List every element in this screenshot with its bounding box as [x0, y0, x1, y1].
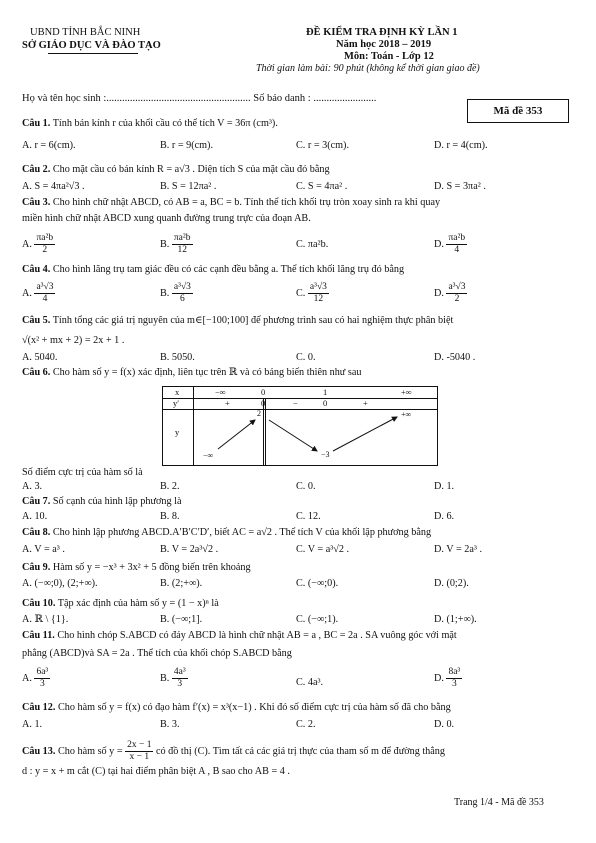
- vt-arrows: [163, 387, 437, 465]
- q11-option-a: A. $\frac{\text{6a³}}{3}$: [22, 667, 49, 689]
- vt-y-neg3: −3: [321, 450, 330, 459]
- question-8: Câu 8. Cho hình lập phương ABCD.A′B′C′D′, biết AC = a√2 . Thể tích V của khối lập phương bằng: [22, 527, 432, 538]
- q10-option-b: B. (−∞;1].: [160, 614, 203, 625]
- q10-option-d: D. (1;+∞).: [434, 614, 477, 625]
- header-left-rule: [48, 53, 138, 54]
- question-3-line2: miền hình chữ nhật ABCD xung quanh đường trung trực của đoạn AB.: [22, 213, 311, 224]
- q1-option-c: C. r = 3(cm).: [296, 140, 349, 151]
- q4-option-a: A. $\frac{\text{a³√3}}{4}$: [22, 282, 54, 304]
- question-4: Câu 4. Cho hình lăng trụ tam giác đều có các cạnh đều bằng a. Thể tích khối lăng trụ đó bằng: [22, 264, 405, 275]
- q8-option-a: A. V = a³ .: [22, 544, 65, 555]
- q8-option-c: C. V = a³√2 .: [296, 544, 350, 555]
- q9-option-d: D. (0;2).: [434, 578, 469, 589]
- q7-option-c: C. 12.: [296, 511, 321, 522]
- q9-option-b: B. (2;+∞).: [160, 578, 203, 589]
- q3-option-a: A. $\frac{\text{πa²b}}{2}$: [22, 233, 54, 255]
- question-13: Câu 13. Cho hàm số y = $\frac{2x - 1}{x - 1}$ có đồ thị (C). Tìm tất cả các giá trị thực của tham số m để đường thẳng: [22, 740, 445, 762]
- q2-option-d: D. S = 3πa² .: [434, 181, 486, 192]
- question-12: Câu 12. Cho hàm số y = f(x) có đạo hàm f′(x) = x³(x−1) . Khi đó số điểm cực trị của hàm số đã cho bằng: [22, 702, 451, 713]
- q4-option-c: C. $\frac{\text{a³√3}}{12}$: [296, 282, 327, 304]
- vt-y-posinf: +∞: [401, 410, 412, 419]
- header-left-line2: SỞ GIÁO DỤC VÀ ĐÀO TẠO: [22, 40, 161, 51]
- question-11-line2: phẳng (ABCD)và SA = 2a . Thể tích của khối chóp S.ABCD bằng: [22, 648, 292, 659]
- q6-option-a: A. 3.: [22, 481, 43, 492]
- arrow-up-2: [333, 417, 397, 451]
- arrow-down: [269, 420, 317, 451]
- q7-option-a: A. 10.: [22, 511, 48, 522]
- question-3: Câu 3. Cho hình chữ nhật ABCD, có AB = a, BC = b. Tính thể tích khối trụ tròn xoay sinh ra khi quay: [22, 197, 441, 208]
- q4-option-b: B. $\frac{\text{a³√3}}{6}$: [160, 282, 191, 304]
- vt-x-neginf: −∞: [215, 387, 226, 397]
- q3-option-d: D. $\frac{\text{πa²b}}{4}$: [434, 233, 466, 255]
- vt-yprime-sign2: −: [293, 398, 298, 408]
- question-5-line2: √(x² + mx + 2) = 2x + 1 .: [22, 335, 125, 346]
- vt-y-label: y: [175, 427, 180, 437]
- q4-option-d: D. $\frac{\text{a³√3}}{2}$: [434, 282, 466, 304]
- student-info-line: Họ và tên học sinh :....................................................... Số báo danh : ........................: [22, 93, 377, 104]
- question-2: Câu 2. Cho mặt cầu có bán kính R = a√3 . Diện tích S của mặt cầu đó bằng: [22, 164, 330, 175]
- q7-option-b: B. 8.: [160, 511, 180, 522]
- q3-option-b: B. $\frac{\text{πa²b}}{12}$: [160, 233, 191, 255]
- vt-yprime-zero1: 0: [261, 398, 266, 408]
- vt-x-label: x: [175, 387, 180, 397]
- q5-option-d: D. -5040 .: [434, 352, 476, 363]
- vt-x-posinf: +∞: [401, 387, 412, 397]
- question-5: Câu 5. Tính tổng các giá trị nguyên của m∈[−100;100] để phương trình sau có hai nghiệm thực phân biệt: [22, 315, 454, 326]
- q6-option-c: C. 0.: [296, 481, 316, 492]
- header-right-line3: Môn: Toán - Lớp 12: [344, 51, 434, 62]
- vt-y-neginf: −∞: [203, 451, 214, 460]
- question-6: Câu 6. Cho hàm số y = f(x) xác định, liên tục trên ℝ và có bảng biến thiên như sau: [22, 367, 362, 378]
- q8-option-b: B. V = 2a³√2 .: [160, 544, 219, 555]
- question-7: Câu 7. Số cạnh của hình lập phương là: [22, 496, 182, 507]
- vt-x-0: 0: [261, 387, 266, 397]
- question-9: Câu 9. Hàm số y = −x³ + 3x² + 5 đồng biến trên khoảng: [22, 562, 251, 573]
- q5-option-a: A. 5040.: [22, 352, 58, 363]
- q7-option-d: D. 6.: [434, 511, 455, 522]
- q2-option-c: C. S = 4πa² .: [296, 181, 348, 192]
- question-1: Câu 1. Tính bán kính r của khối cầu có thể tích V = 36π (cm³).: [22, 118, 278, 129]
- question-10: Câu 10. Tập xác định của hàm số y = (1 − x)ⁿ là: [22, 598, 219, 609]
- q5-option-c: C. 0.: [296, 352, 316, 363]
- q10-option-a: A. ℝ \ {1}.: [22, 614, 69, 625]
- question-13-line2: d : y = x + m cắt (C) tại hai điểm phân biệt A , B sao cho AB = 4 .: [22, 766, 290, 777]
- header-right-line1: ĐỀ KIỂM TRA ĐỊNH KỲ LẦN 1: [306, 27, 458, 38]
- q1-option-d: D. r = 4(cm).: [434, 140, 488, 151]
- page-footer: Trang 1/4 - Mã đề 353: [454, 797, 544, 808]
- q8-option-d: D. V = 2a³ .: [434, 544, 483, 555]
- q6-option-b: B. 2.: [160, 481, 180, 492]
- q11-option-b: B. $\frac{\text{4a³}}{3}$: [160, 667, 186, 689]
- q2-option-a: A. S = 4πa²√3 .: [22, 181, 85, 192]
- exam-code-box: Mã đề 353: [467, 99, 569, 123]
- header-left-line1: UBND TỈNH BẮC NINH: [30, 27, 141, 38]
- header-right-line2: Năm học 2018 – 2019: [336, 39, 432, 50]
- q2-option-b: B. S = 12πa² .: [160, 181, 217, 192]
- q9-option-a: A. (−∞;0), (2;+∞).: [22, 578, 98, 589]
- q1-option-a: A. r = 6(cm).: [22, 140, 76, 151]
- vt-y-2: 2: [257, 409, 261, 418]
- vt-yprime-sign1: +: [225, 398, 230, 408]
- q11-option-c: C. 4a³.: [296, 677, 324, 688]
- q12-option-c: C. 2.: [296, 719, 316, 730]
- header-right-line4: Thời gian làm bài: 90 phút (không kể thời gian giao đề): [256, 63, 480, 74]
- q10-option-c: C. (−∞;1).: [296, 614, 339, 625]
- vt-x-1: 1: [323, 387, 328, 397]
- q12-option-b: B. 3.: [160, 719, 180, 730]
- q1-option-b: B. r = 9(cm).: [160, 140, 213, 151]
- question-11: Câu 11. Cho hình chóp S.ABCD có đáy ABCD là hình chữ nhật AB = a , BC = 2a . SA vuông góc với mặt: [22, 630, 457, 641]
- variation-table: [162, 386, 438, 466]
- q5-option-b: B. 5050.: [160, 352, 195, 363]
- vt-yprime-label: y′: [173, 398, 180, 408]
- question-6-line2: Số điểm cực trị của hàm số là: [22, 467, 143, 478]
- vt-yprime-sign3: +: [363, 398, 368, 408]
- q9-option-c: C. (−∞;0).: [296, 578, 339, 589]
- arrow-up-1: [218, 420, 255, 449]
- q6-option-d: D. 1.: [434, 481, 455, 492]
- q12-option-d: D. 0.: [434, 719, 455, 730]
- vt-yprime-zero2: 0: [323, 398, 328, 408]
- q12-option-a: A. 1.: [22, 719, 43, 730]
- q11-option-d: D. $\frac{\text{8a³}}{3}$: [434, 667, 461, 689]
- q3-option-c: C. πa²b.: [296, 239, 329, 250]
